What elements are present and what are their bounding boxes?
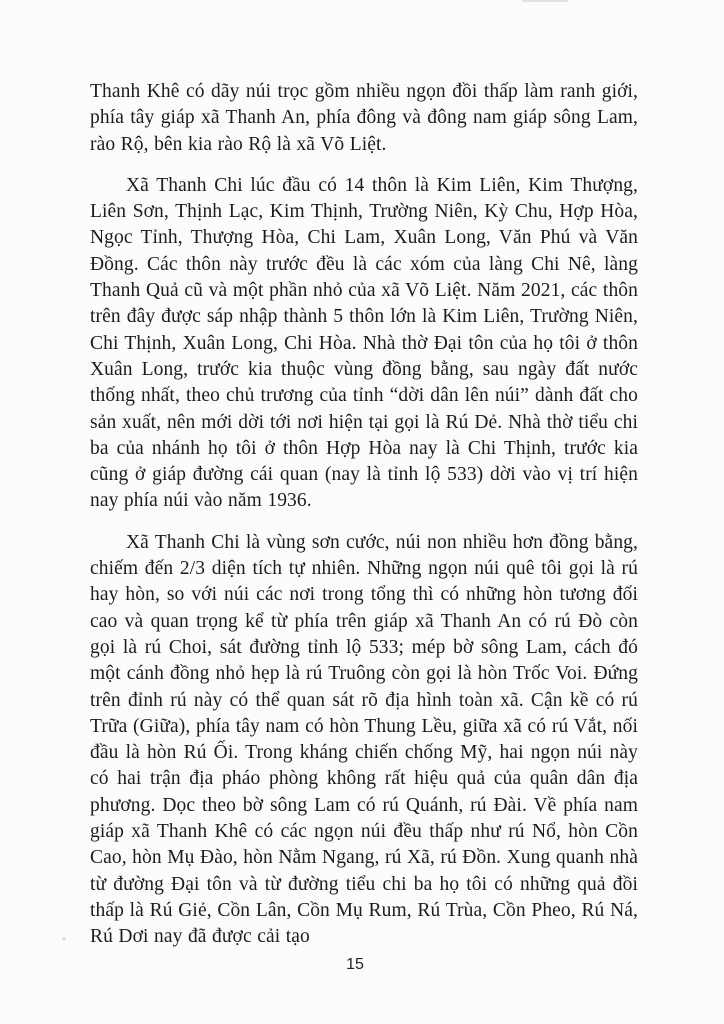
text-block (90, 79, 638, 951)
page-number: 15 (346, 956, 364, 973)
scan-artifact-dot (62, 937, 66, 940)
paragraph-mountains: Xã Thanh Chi là vùng sơn cước, núi non nhiều hơn đồng bằng, chiếm đến 2/3 diện tích tự nhiên. Những ngọn núi quê tôi gọi là rú hay hòn, so với núi các nơi trong tổng thì có những hòn tương đối cao và quan trọng kể từ phía trên giáp xã Thanh An có rú Đò còn gọi là rú Choi, sát đường tỉnh lộ 533; mép bờ sông Lam, cách đó một cánh đồng nhỏ hẹp là rú Truông còn gọi là hòn Trốc Voi. Đứng trên đỉnh rú này có thể quan sát rõ địa hình toàn xã. Cận kề có rú Trữa (Giữa), phía tây nam có hòn Thung Lều, giữa xã có rú Vắt, nối đầu là hòn Rú Ối. Trong kháng chiến chống Mỹ, hai ngọn núi này có hai trận địa pháo phòng không rất hiệu quả của quân dân địa phương. Dọc theo bờ sông Lam có rú Quánh, rú Đài. Về phía nam giáp xã Thanh Khê có các ngọn núi đều thấp như rú Nổ, hòn Cồn Cao, hòn Mụ Đào, hòn Nằm Ngang, rú Xã, rú Đồn. Xung quanh nhà từ đường Đại tôn và từ đường tiểu chi ba họ tôi có những quả đồi thấp là Rú Giẻ, Cồn Lân, Cồn Mụ Rum, Rú Trùa, Cồn Pheo, Rú Ná, Rú Dơi nay đã được cải tạo (90, 531, 638, 948)
scan-artifact-top (522, 0, 568, 2)
paragraph-villages: Xã Thanh Chi lúc đầu có 14 thôn là Kim Liên, Kim Thượng, Liên Sơn, Thịnh Lạc, Kim Thịnh, Trường Niên, Kỳ Chu, Hợp Hòa, Ngọc Tỉnh, Thượng Hòa, Chi Lam, Xuân Long, Văn Phú và Văn Đồng. Các thôn này trước đều là các xóm của làng Chi Nê, làng Thanh Quả cũ và một phần nhỏ của xã Võ Liệt. Năm 2021, các thôn trên đây được sáp nhập thành 5 thôn lớn là Kim Liên, Trường Niên, Chi Thịnh, Xuân Long, Chi Hòa. Nhà thờ Đại tôn của họ tôi ở thôn Xuân Long, trước kia thuộc vùng đồng bằng, sau ngày đất nước thống nhất, theo chủ trương của tỉnh “dời dân lên núi” dành đất cho sản xuất, nên mới dời tới nơi hiện tại gọi là Rú Dẻ. Nhà thờ tiểu chi ba của nhánh họ tôi ở thôn Hợp Hòa nay là Chi Thịnh, trước kia cũng ở giáp đường cái quan (nay là tỉnh lộ 533) dời vào vị trí hiện nay phía núi vào năm 1936. (90, 174, 638, 512)
paragraph-continuation: Thanh Khê có dãy núi trọc gồm nhiều ngọn đồi thấp làm ranh giới, phía tây giáp xã Thanh An, phía đông và đông nam giáp sông Lam, rào Rộ, bên kia rào Rộ là xã Võ Liệt. (90, 81, 638, 155)
